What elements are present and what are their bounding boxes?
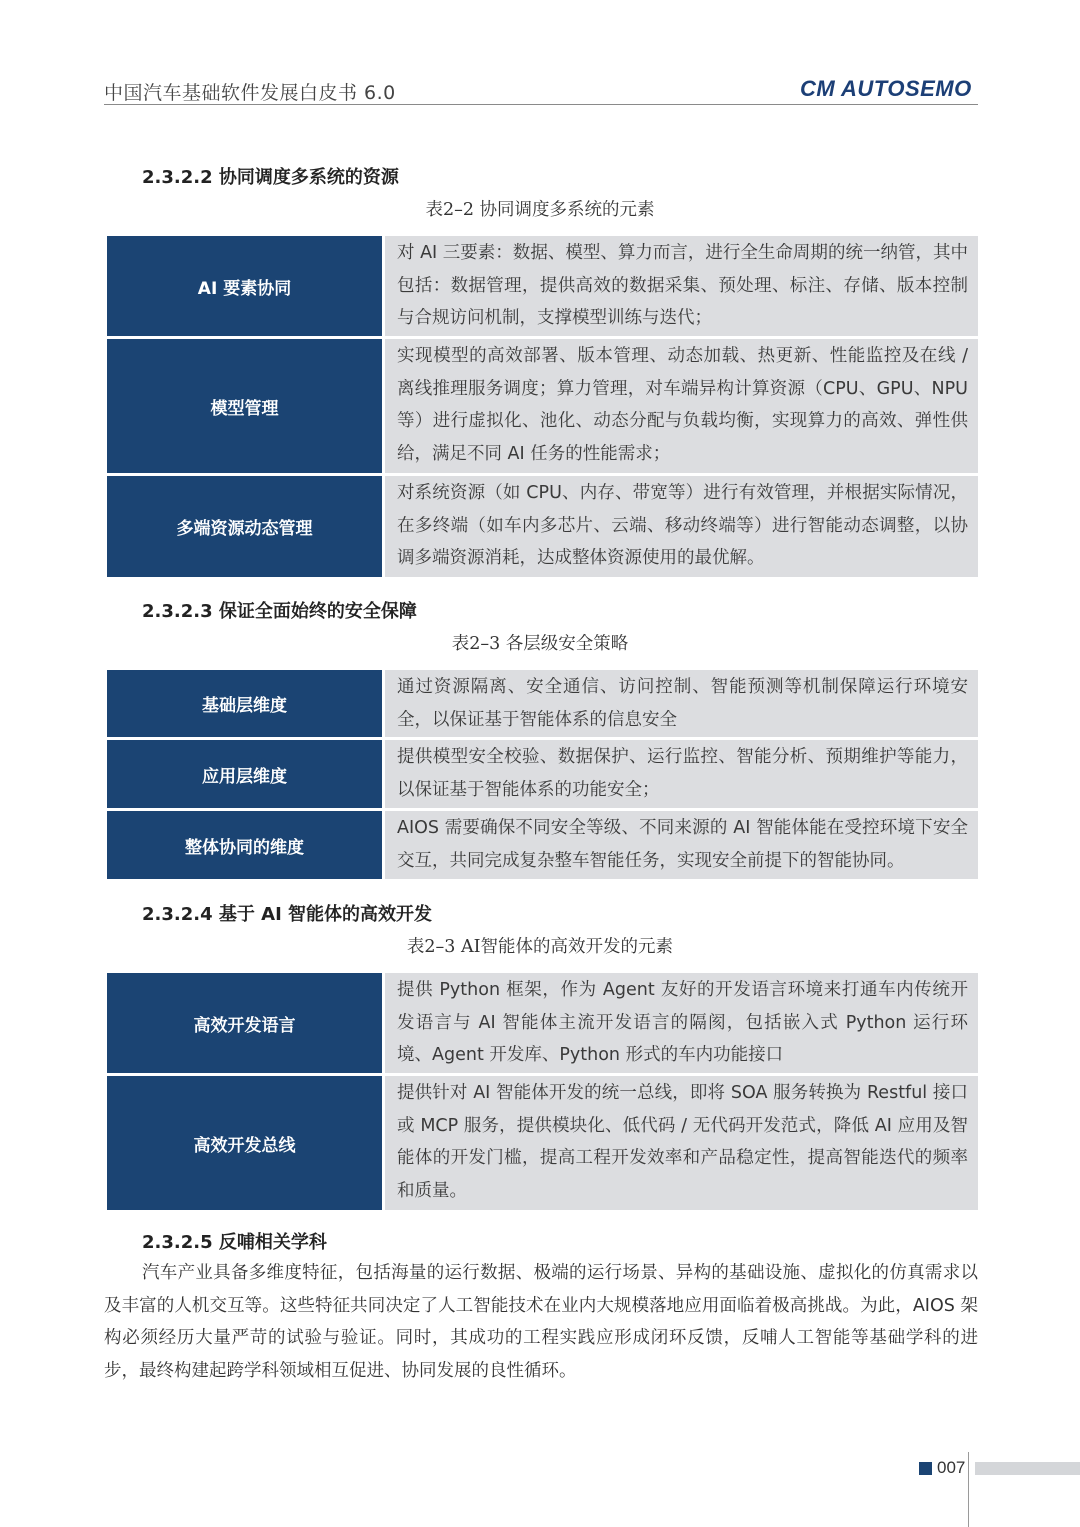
table-row bbox=[107, 740, 978, 808]
row-value: 对 AI 三要素：数据、模型、算力而言，进行全生命周期的统一纳管，其中包括：数据管理，提供高效的数据采集、预处理、标注、存储、版本控制与合规访问机制，支撑模型训练与迭代； bbox=[385, 236, 978, 336]
table-row bbox=[107, 670, 978, 737]
table-row bbox=[107, 236, 978, 336]
page-marker-square bbox=[919, 1462, 932, 1475]
row-value: 提供针对 AI 智能体开发的统一总线，即将 SOA 服务转换为 Restful 接口或 MCP 服务，提供模块化、低代码 / 无代码开发范式，降低 AI 应用及智能体的开发门槛，提高工程开发效率和产品稳定性，提高智能迭代的频率和质量。 bbox=[385, 1076, 978, 1210]
row-key: 模型管理 bbox=[107, 339, 382, 473]
table-caption: 表2–3 各层级安全策略 bbox=[451, 634, 629, 654]
footer-band bbox=[975, 1462, 1080, 1475]
logo-mark: CM bbox=[800, 76, 836, 101]
row-key: 高效开发语言 bbox=[107, 973, 382, 1073]
autosemo-logo bbox=[800, 76, 972, 102]
table-row bbox=[107, 339, 978, 473]
table-resource-coordination bbox=[107, 236, 978, 580]
logo-text: AUTOSEMO bbox=[841, 76, 972, 101]
row-value: AIOS 需要确保不同安全等级、不同来源的 AI 智能体能在受控环境下安全交互，共同完成复杂整车智能任务，实现安全前提下的智能协同。 bbox=[385, 811, 978, 879]
section-heading: 2.3.2.5 反哺相关学科 bbox=[142, 1232, 327, 1253]
row-value: 通过资源隔离、安全通信、访问控制、智能预测等机制保障运行环境安全，以保证基于智能体系的信息安全 bbox=[385, 670, 978, 737]
header-divider bbox=[104, 104, 978, 105]
table-row bbox=[107, 1076, 978, 1210]
section-heading: 2.3.2.4 基于 AI 智能体的高效开发 bbox=[142, 904, 433, 925]
section-heading: 2.3.2.2 协同调度多系统的资源 bbox=[142, 167, 399, 188]
row-key: AI 要素协同 bbox=[107, 236, 382, 336]
table-caption: 表2–3 AI智能体的高效开发的元素 bbox=[406, 937, 674, 957]
row-value: 提供 Python 框架，作为 Agent 友好的开发语言环境来打通车内传统开发语言与 AI 智能体主流开发语言的隔阂，包括嵌入式 Python 运行环境、Agent 开发库、Python 形式的车内功能接口 bbox=[385, 973, 978, 1073]
table-row bbox=[107, 476, 978, 577]
row-key: 高效开发总线 bbox=[107, 1076, 382, 1210]
table-efficient-development bbox=[107, 973, 978, 1213]
row-key: 应用层维度 bbox=[107, 740, 382, 808]
section-heading: 2.3.2.3 保证全面始终的安全保障 bbox=[142, 601, 417, 622]
row-key: 多端资源动态管理 bbox=[107, 476, 382, 577]
row-value: 提供模型安全校验、数据保护、运行监控、智能分析、预期维护等能力，以保证基于智能体系的功能安全； bbox=[385, 740, 978, 808]
table-row bbox=[107, 811, 978, 879]
row-key: 整体协同的维度 bbox=[107, 811, 382, 879]
table-caption: 表2–2 协同调度多系统的元素 bbox=[425, 200, 655, 220]
table-row bbox=[107, 973, 978, 1073]
row-value: 对系统资源（如 CPU、内存、带宽等）进行有效管理，并根据实际情况，在多终端（如车内多芯片、云端、移动终端等）进行智能动态调整，以协调多端资源消耗，达成整体资源使用的最优解。 bbox=[385, 476, 978, 577]
body-paragraph: 汽车产业具备多维度特征，包括海量的运行数据、极端的运行场景、异构的基础设施、虚拟化的仿真需求以及丰富的人机交互等。这些特征共同决定了人工智能技术在业内大规模落地应用面临着极高挑战。为此，AIOS 架构必须经历大量严苛的试验与验证。同时，其成功的工程实践应形成闭环反馈，反哺人工智能等基础学科的进步，最终构建起跨学科领域相互促进、协同发展的良性循环。 bbox=[104, 1263, 978, 1381]
document-title: 中国汽车基础软件发展白皮书 6.0 bbox=[104, 82, 396, 104]
page-number: 007 bbox=[937, 1458, 966, 1477]
footer-divider bbox=[968, 1452, 969, 1527]
row-value: 实现模型的高效部署、版本管理、动态加载、热更新、性能监控及在线 / 离线推理服务调度；算力管理，对车端异构计算资源（CPU、GPU、NPU 等）进行虚拟化、池化、动态分配与负载均衡，实现算力的高效、弹性供给，满足不同 AI 任务的性能需求； bbox=[385, 339, 978, 473]
table-security-strategy bbox=[107, 670, 978, 882]
row-key: 基础层维度 bbox=[107, 670, 382, 737]
